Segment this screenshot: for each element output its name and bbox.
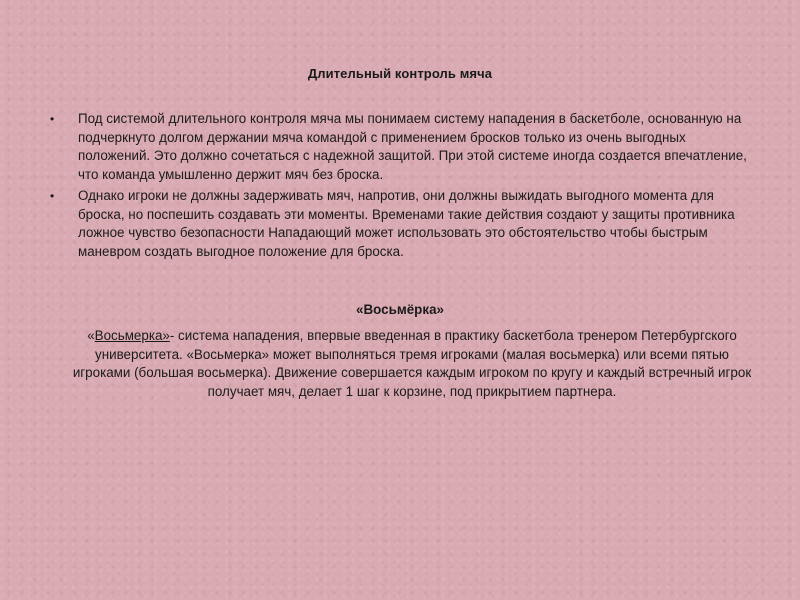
bullet-dot-icon: • [50, 188, 55, 203]
bullet-item [50, 187, 750, 262]
bullet-dot-icon: • [50, 112, 55, 126]
section-subtitle: «Восьмёрка» [356, 302, 444, 317]
bullet-text: Под системой длительного контроля мяча мы понимаем систему нападения в баскетболе, основанную на подчеркнуто долгом держании мяча командой с применением бросков только из очень выгодных положений. Это должно сочетаться с надежной защитой. При этой системе иногда создается впечатление, что команда умышленно держит мяч без броска. [78, 111, 747, 183]
bullet-list [50, 110, 750, 264]
slide-title: Длительный контроль мяча [307, 66, 493, 81]
vosmerka-link[interactable]: Восьмерка» [94, 328, 170, 343]
open-quote: « [87, 328, 95, 343]
description-text: - система нападения, впервые введенная в практику баскетбола тренером Петербургского университета. «Восьмерка» может выполняться тремя игроками (малая восьмерка) или всеми пятью игроками (большая восьмерка). Движение совершается каждым игроком по кругу и каждый встречный игрок получает мяч, делает 1 шаг к корзине, под прикрытием партнера. [72, 328, 752, 400]
bullet-item [50, 110, 750, 185]
bullet-text: Однако игроки не должны задерживать мяч, напротив, они должны выжидать выгодного момента для броска, но поспешить создавать эти моменты. Временами такие действия создают у защиты противника ложное чувство безопасности Нападающий может использовать это обстоятельство чтобы быстрым маневром создать выгодное положение для броска. [78, 187, 735, 259]
description-paragraph [72, 327, 752, 402]
